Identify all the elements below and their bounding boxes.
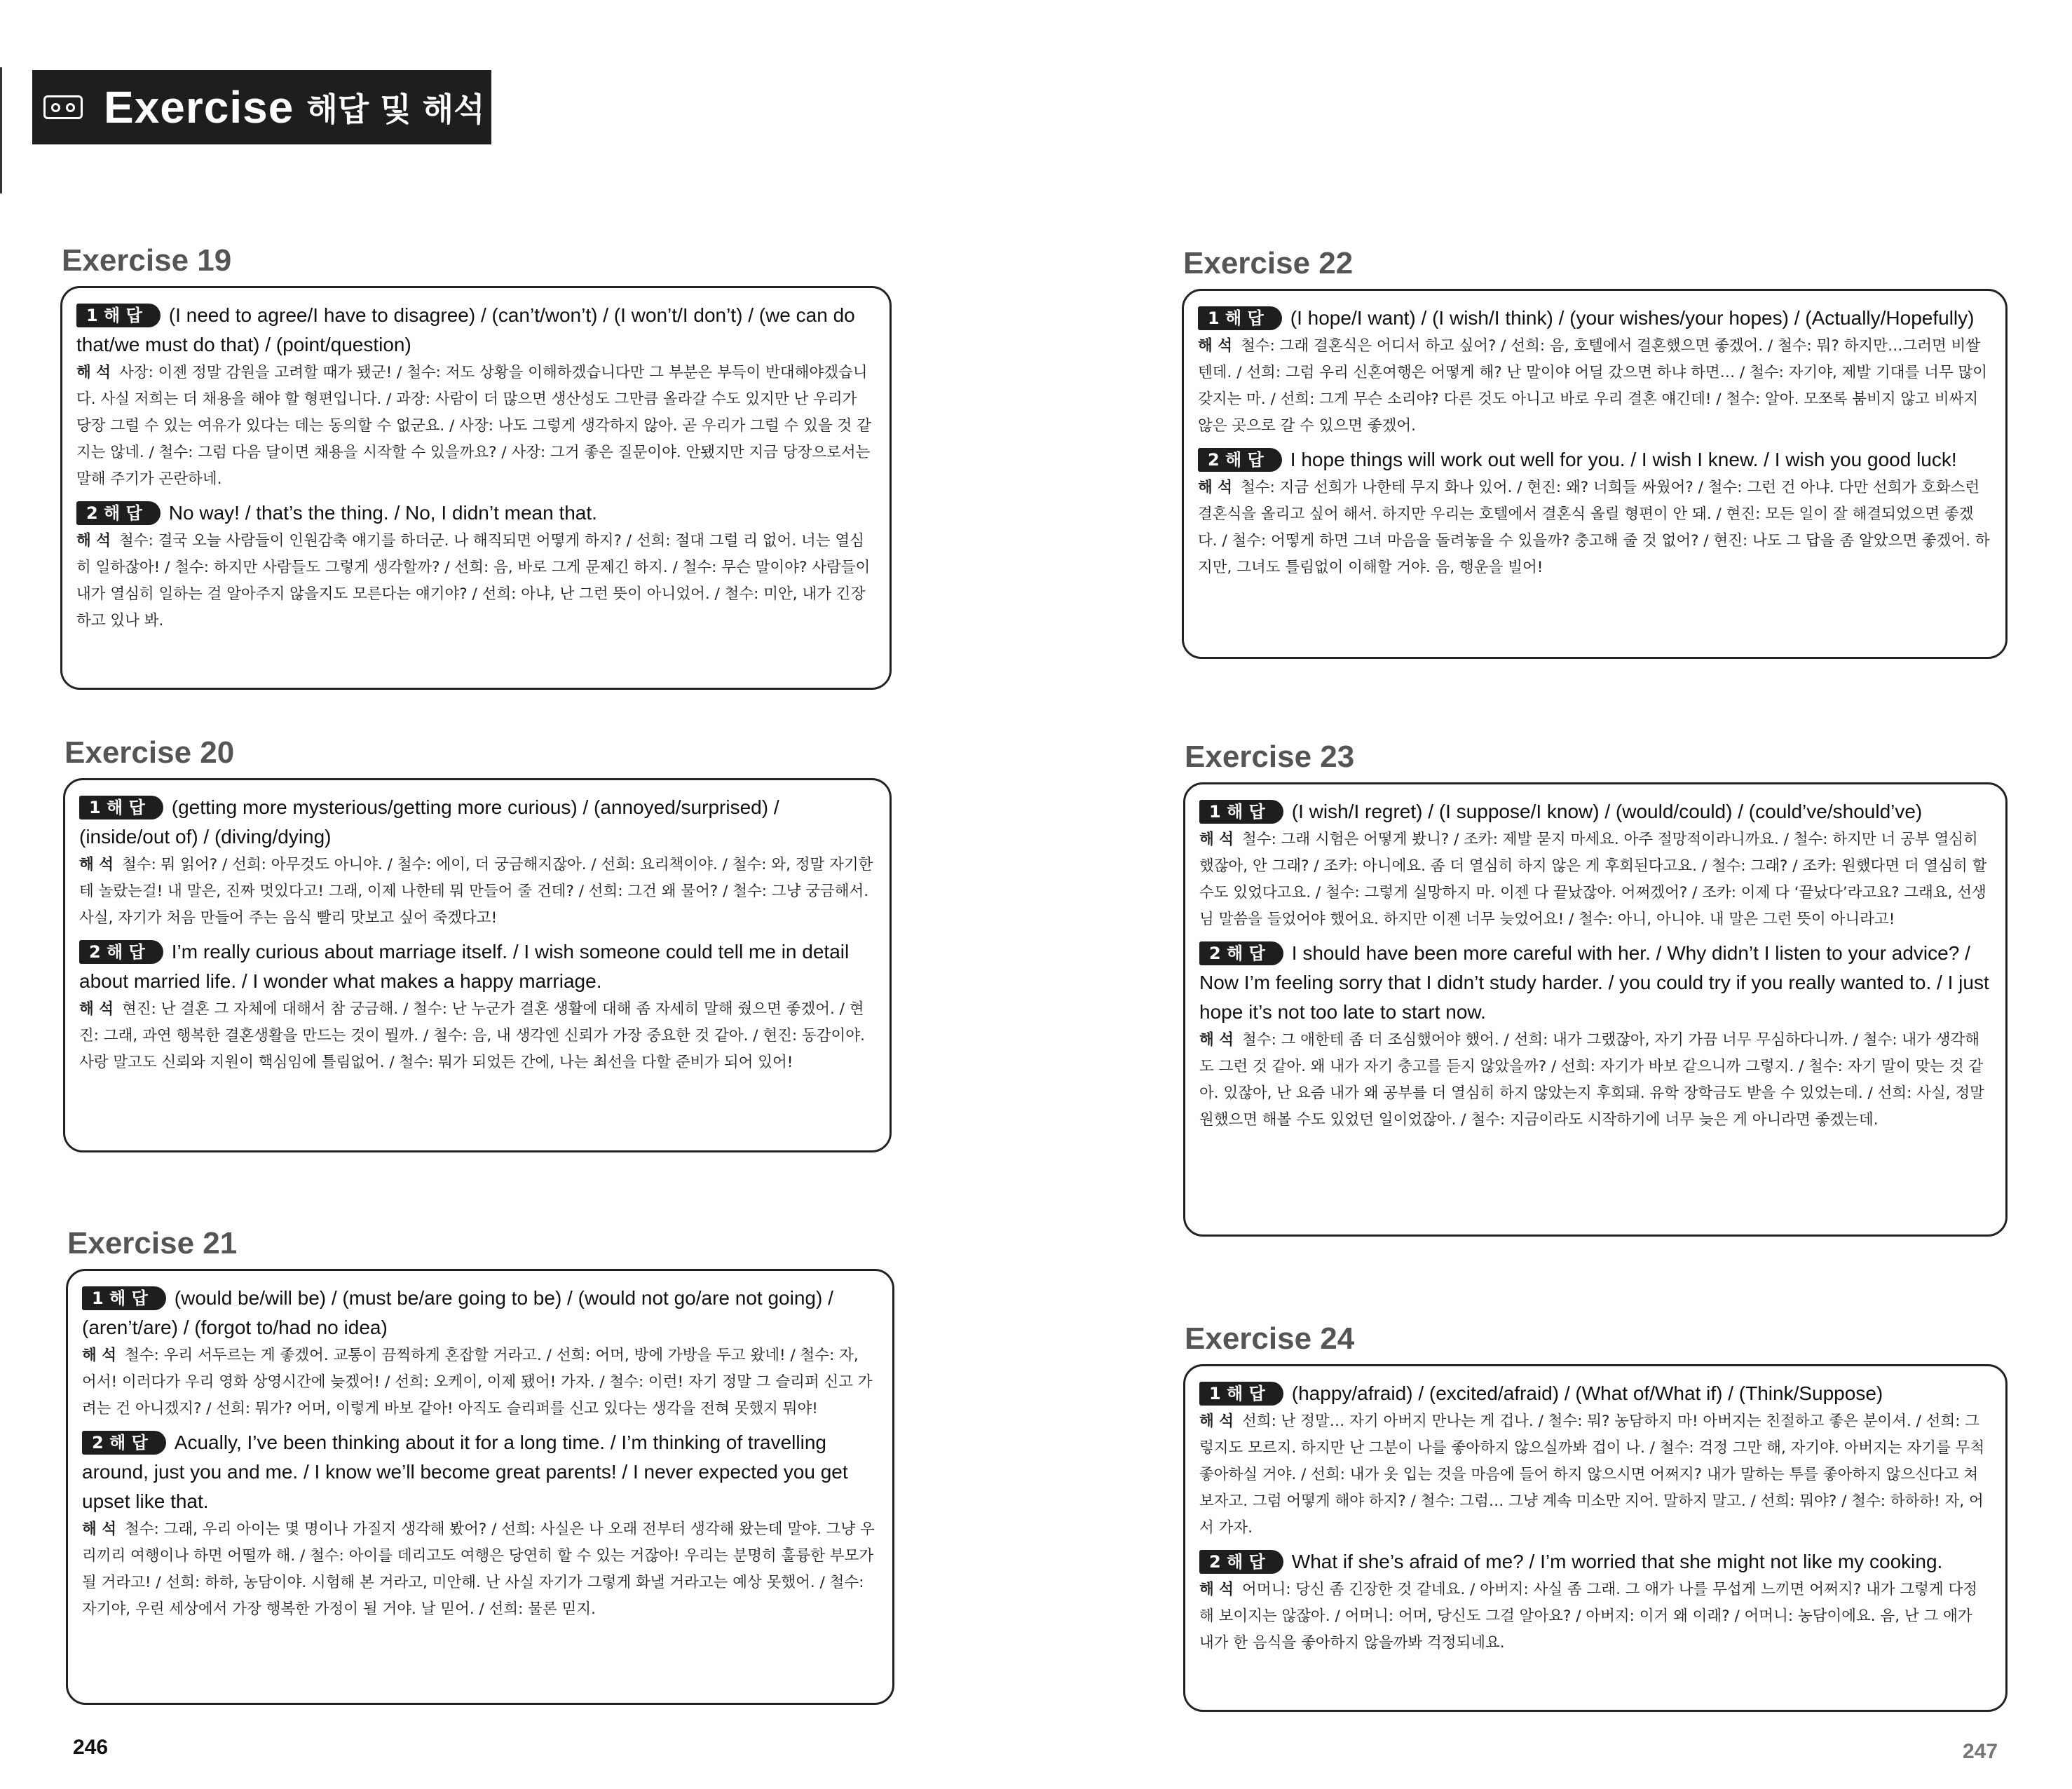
answer-1 (1199, 797, 1990, 827)
answer-2 (79, 937, 874, 996)
translation-1 (76, 360, 874, 493)
answer-1-text: (I hope/I want) / (I wish/I think) / (your wishes/your hopes) / (Actually/Hopefully) (1290, 307, 1975, 329)
translation-2-text: 철수: 그래, 우리 아이는 몇 명이나 가질지 생각해 봤어? / 선희: 사실은 나 오래 전부터 생각해 왔는데 말야. 그냥 우리끼리 여행이나 하면 어떨까 해. / 철수: 아이를 데리고도 여행은 당연히 할 수 있는 거잖아! 우리는 분명히 훌륭한 부모가 될 거라고! / 선희: 하하, 농담이야. 시험해 본 거라고, 미안해. 난 사실 자기가 그렇게 화낼 거라고는 예상 못했어. / 철수: 자기야, 우린 세상에서 가장 행복한 가정이 될 거야. 날 믿어. / 선희: 물론 믿지. (82, 1521, 875, 1618)
translation-2-text: 현진: 난 결혼 그 자체에 대해서 참 궁금해. / 철수: 난 누군가 결혼 생활에 대해 좀 자세히 말해 줬으면 좋겠어. / 현진: 그래, 과연 행복한 결혼생활을 만드는 것이 뭘까. / 철수: 음, 내 생각엔 신뢰가 가장 중요한 것 같아. / 현진: 동감이야. 사랑 말고도 신뢰와 지원이 핵심임에 틀림없어. / 철수: 뭐가 되었든 간에, 나는 최선을 다할 준비가 되어 있어! (79, 1000, 865, 1071)
answer-2 (76, 498, 874, 528)
translation-2 (1198, 475, 1990, 581)
answer-2-text: I’m really curious about marriage itself. / I wish someone could tell me in detail about married life. / I wonder what makes a happy marriage. (79, 941, 850, 992)
exercise-box (60, 286, 892, 690)
exercise-box (1183, 1364, 2008, 1712)
exercise-box (1183, 782, 2008, 1237)
translation-2 (1199, 1027, 1990, 1134)
exercise-23 (1183, 737, 2008, 1237)
translation-1-text: 선희: 난 정말… 자기 아버지 만나는 게 겁나. / 철수: 뭐? 농담하지 마! 아버지는 친절하고 좋은 분이셔. / 선희: 그렇지도 모르지. 하지만 난 그분이 나를 좋아하지 않으실까봐 겁이 나. / 철수: 걱정 그만 해, 자기야. 아버지는 자기를 무척 좋아하실 거야. / 선희: 내가 옷 입는 것을 마음에 들어 하지 않으시면 어쩌지? 내가 말하는 투를 좋아하지 않으신다고 쳐보자고. 그럼 어떻게 해야 하지? / 철수: 그럼… 그냥 계속 미소만 지어. 말하지 말고. / 선희: 뭐야? / 철수: 하하하! 자, 어서 가자. (1199, 1413, 1985, 1537)
answer-1 (1199, 1379, 1990, 1408)
translation-2-text: 철수: 지금 선희가 나한테 무지 화나 있어. / 현진: 왜? 너희들 싸웠어? / 철수: 그런 건 아냐. 다만 선희가 호화스런 결혼식을 올리고 싶어 해서. 하지만 우리는 호텔에서 결혼식 올릴 형편이 안 돼. / 현진: 모든 일이 잘 해결되었으면 좋겠다. / 철수: 어떻게 하면 그녀 마음을 돌려놓을 수 있을까? 충고해 줄 것 없어? / 현진: 나도 그 답을 좀 알았으면 좋겠어. 하지만, 그녀도 틀림없이 이해할 거야. 음, 행운을 빌어! (1198, 479, 1990, 576)
exercise-title: Exercise 20 (64, 735, 235, 770)
translation-label: 해 석 (79, 856, 114, 873)
exercise-box (63, 778, 892, 1152)
answer-2 (1199, 939, 1990, 1027)
translation-1 (1199, 827, 1990, 933)
answer-2-badge: 2 해 답 (82, 1431, 166, 1455)
translation-label: 해 석 (79, 1000, 114, 1018)
translation-1 (1198, 333, 1990, 440)
answer-1 (1198, 304, 1990, 333)
translation-2-text: 어머니: 당신 좀 긴장한 것 같네요. / 아버지: 사실 좀 그래. 그 애가 나를 무섭게 느끼면 어쩌지? 내가 그렇게 다정해 보이지는 않잖아. / 어머니: 어머, 당신도 그걸 알아요? / 아버지: 이거 왜 이래? / 어머니: 농담이에요. 음, 난 그 애가 내가 한 음식을 좋아하지 않을까봐 걱정되네요. (1199, 1581, 1977, 1652)
exercise-box (1182, 289, 2008, 659)
answer-1 (76, 301, 874, 360)
translation-2 (82, 1516, 877, 1623)
translation-1-text: 사장: 이젠 정말 감원을 고려할 때가 됐군! / 철수: 저도 상황을 이해하겠습니다만 그 부분은 부득이 반대해야겠습니다. 사실 저희는 더 채용을 해야 할 형편입니다. / 과장: 사람이 더 많으면 생산성도 그만큼 올라갈 수도 있지만 난 우리가 당장 그럴 수 있는 여유가 있다는 데는 동의할 수 없군요. / 사장: 나도 그렇게 생각하지 않아. 곧 우리가 그럴 수 있을 것 같지는 않네. / 철수: 그럼 다음 달이면 채용을 시작할 수 있을까요? / 사장: 그거 좋은 질문이야. 안됐지만 지금 당장으로서는 말해 주기가 곤란하네. (76, 364, 871, 488)
translation-2 (1199, 1577, 1990, 1657)
answer-2-text: I should have been more careful with her. / Why didn’t I listen to your advice? / Now I’m feeling sorry that I didn’t study harder. / you could try if you really wanted to. / I just hope it’s not too late to start now. (1199, 942, 1989, 1023)
translation-label: 해 석 (1199, 831, 1234, 848)
answer-1-text: (getting more mysterious/getting more curious) / (annoyed/surprised) / (inside/out of) / (diving/dying) (79, 796, 779, 848)
translation-1-text: 철수: 우리 서두르는 게 좋겠어. 교통이 끔찍하게 혼잡할 거라고. / 선희: 어머, 방에 가방을 두고 왔네! / 철수: 자, 어서! 이러다가 우리 영화 상영시간에 늦겠어! / 선희: 오케이, 이제 됐어! 가자. / 철수: 이런! 자기 정말 그 슬리퍼 신고 가려는 건 아니겠지? / 선희: 뭐가? 어머, 이렇게 바보 같아! 아직도 슬리퍼를 신고 있다는 생각을 전혀 못했지 뭐야! (82, 1347, 873, 1417)
translation-label: 해 석 (1199, 1581, 1234, 1598)
answer-2-badge: 2 해 답 (1199, 1550, 1283, 1574)
translation-label: 해 석 (76, 364, 111, 381)
answer-2-text: I hope things will work out well for you. / I wish I knew. / I wish you good luck! (1290, 449, 1957, 470)
answer-1-badge: 1 해 답 (1199, 800, 1283, 824)
translation-label: 해 석 (1199, 1413, 1234, 1430)
translation-1 (1199, 1408, 1990, 1542)
page-margin-mark (0, 67, 2, 193)
page-number-right: 247 (1963, 1740, 1998, 1763)
exercise-19 (60, 241, 892, 690)
exercise-title: Exercise 19 (62, 243, 232, 278)
exercise-20 (63, 733, 892, 1152)
translation-1 (79, 852, 874, 932)
exercise-title: Exercise 23 (1185, 740, 1355, 774)
translation-2 (79, 996, 874, 1076)
answer-2-badge: 2 해 답 (79, 940, 163, 964)
translation-2-text: 철수: 그 애한테 좀 더 조심했어야 했어. / 선희: 내가 그랬잖아, 자기 가끔 너무 무심하다니까. / 철수: 내가 생각해도 그런 것 같아. 왜 내가 자기 충고를 듣지 않았을까? / 선희: 자기가 바보 같으니까 그렇지. / 철수: 자기 말이 맞는 것 같아. 있잖아, 난 요즘 내가 왜 공부를 더 열심히 하지 않았는지 후회돼. 유학 장학금도 받을 수 있었는데. / 선희: 사실, 정말 원했으면 해볼 수도 있었던 일이었잖아. / 철수: 지금이라도 시작하기에 너무 늦은 게 아니라면 좋겠는데. (1199, 1031, 1984, 1129)
answer-2 (1198, 445, 1990, 475)
translation-label: 해 석 (76, 532, 111, 550)
translation-1-text: 철수: 뭐 읽어? / 선희: 아무것도 아니야. / 철수: 에이, 더 궁금해지잖아. / 선희: 요리책이야. / 철수: 와, 정말 자기한테 놀랐는걸! 내 말은, 진짜 멋있다고! 그래, 이제 나한테 뭐 만들어 줄 건데? / 선희: 그건 왜 물어? / 철수: 그냥 궁금해서. 사실, 자기가 처음 만들어 주는 음식 빨리 맛보고 싶어 죽겠다고! (79, 856, 873, 927)
answer-2-badge: 2 해 답 (76, 501, 161, 525)
answer-1 (79, 793, 874, 852)
answer-2 (1199, 1547, 1990, 1577)
answer-2-text: What if she’s afraid of me? / I’m worried that she might not like my cooking. (1291, 1551, 1943, 1572)
answer-1-badge: 1 해 답 (1198, 306, 1282, 330)
answer-2-text: No way! / that’s the thing. / No, I didn’t mean that. (168, 502, 597, 524)
answer-1-text: (I need to agree/I have to disagree) / (can’t/won’t) / (I won’t/I don’t) / (we can do that/we must do that) / (point/question) (76, 304, 855, 355)
translation-label: 해 석 (1198, 337, 1233, 355)
exercise-22 (1182, 244, 2008, 659)
exercise-title: Exercise 21 (67, 1226, 238, 1260)
translation-label: 해 석 (1199, 1031, 1234, 1049)
exercise-title: Exercise 24 (1185, 1321, 1355, 1356)
translation-label: 해 석 (1198, 479, 1233, 496)
answer-1-badge: 1 해 답 (76, 304, 161, 327)
translation-1 (82, 1342, 877, 1422)
answer-2 (82, 1428, 877, 1516)
translation-1-text: 철수: 그래 시험은 어떻게 봤니? / 조카: 제발 묻지 마세요. 아주 절망적이라니까요. / 철수: 하지만 너 공부 열심히 했잖아, 안 그래? / 조카: 아니에요. 좀 더 열심히 하지 않은 게 후회된다고요. / 철수: 그래? / 조카: 원했다면 더 열심히 할 수도 있었다고요. / 철수: 그렇게 실망하지 마. 이젠 다 끝났잖아. 어쩌겠어? / 조카: 이제 다 ‘끝났다’라고요? 그래요, 선생님 말씀을 들었어야 했어요. 하지만 이젠 너무 늦었어요! / 철수: 아니, 아니야. 내 말은 그런 뜻이 아니라고! (1199, 831, 1987, 928)
translation-2-text: 철수: 결국 오늘 사람들이 인원감축 얘기를 하더군. 나 해직되면 어떻게 하지? / 선희: 절대 그럴 리 없어. 너는 열심히 일하잖아! / 철수: 하지만 사람들도 그렇게 생각할까? / 선희: 음, 바로 그게 문제긴 하지. / 철수: 무슨 말이야? 사람들이 내가 열심히 일하는 걸 알아주지 않을지도 모른다는 얘기야? / 선희: 아냐, 난 그런 뜻이 아니었어. / 철수: 미안, 내가 긴장하고 있나 봐. (76, 532, 871, 630)
answer-1-badge: 1 해 답 (1199, 1382, 1283, 1406)
header-subtitle: 해답 및 해석 (306, 90, 485, 128)
page-number-left: 246 (73, 1736, 109, 1759)
answer-1-badge: 1 해 답 (79, 796, 163, 819)
answer-1-badge: 1 해 답 (82, 1286, 166, 1310)
translation-label: 해 석 (82, 1521, 117, 1538)
translation-1-text: 철수: 그래 결혼식은 어디서 하고 싶어? / 선희: 음, 호텔에서 결혼했으면 좋겠어. / 철수: 뭐? 하지만…그러면 비쌀 텐데. / 선희: 그럼 우리 신혼여행은 어떻게 해? 난 말이야 어딜 갔으면 하냐 하면… / 철수: 자기야, 제발 기대를 너무 많이 갖지는 마. / 선희: 그게 무슨 소리야? 다른 것도 아니고 바로 우리 결혼 얘긴데! / 철수: 알아. 모쪼록 붐비지 않고 비싸지 않은 곳으로 갈 수 있으면 좋겠어. (1198, 337, 1988, 435)
exercise-21 (66, 1224, 894, 1705)
answer-2-badge: 2 해 답 (1198, 448, 1282, 472)
cassette-tape-icon (43, 95, 83, 119)
translation-2 (76, 528, 874, 634)
answer-1 (82, 1284, 877, 1342)
answer-1-text: (would be/will be) / (must be/are going to be) / (would not go/are not going) / (aren’t/are) / (forgot to/had no idea) (82, 1287, 833, 1338)
answer-1-text: (happy/afraid) / (excited/afraid) / (What of/What if) / (Think/Suppose) (1291, 1382, 1883, 1404)
exercise-title: Exercise 22 (1183, 246, 1354, 280)
exercise-24 (1183, 1319, 2008, 1712)
answer-2-text: Acually, I’ve been thinking about it for a long time. / I’m thinking of travelling around, just you and me. / I know we’ll become great parents! / I never expected you get upset like that. (82, 1431, 848, 1512)
exercise-box (66, 1269, 894, 1705)
translation-label: 해 석 (82, 1347, 117, 1364)
header-banner (32, 70, 491, 144)
header-title: Exercise (104, 82, 294, 132)
answer-1-text: (I wish/I regret) / (I suppose/I know) / (would/could) / (could’ve/should’ve) (1291, 801, 1923, 822)
answer-2-badge: 2 해 답 (1199, 941, 1283, 965)
